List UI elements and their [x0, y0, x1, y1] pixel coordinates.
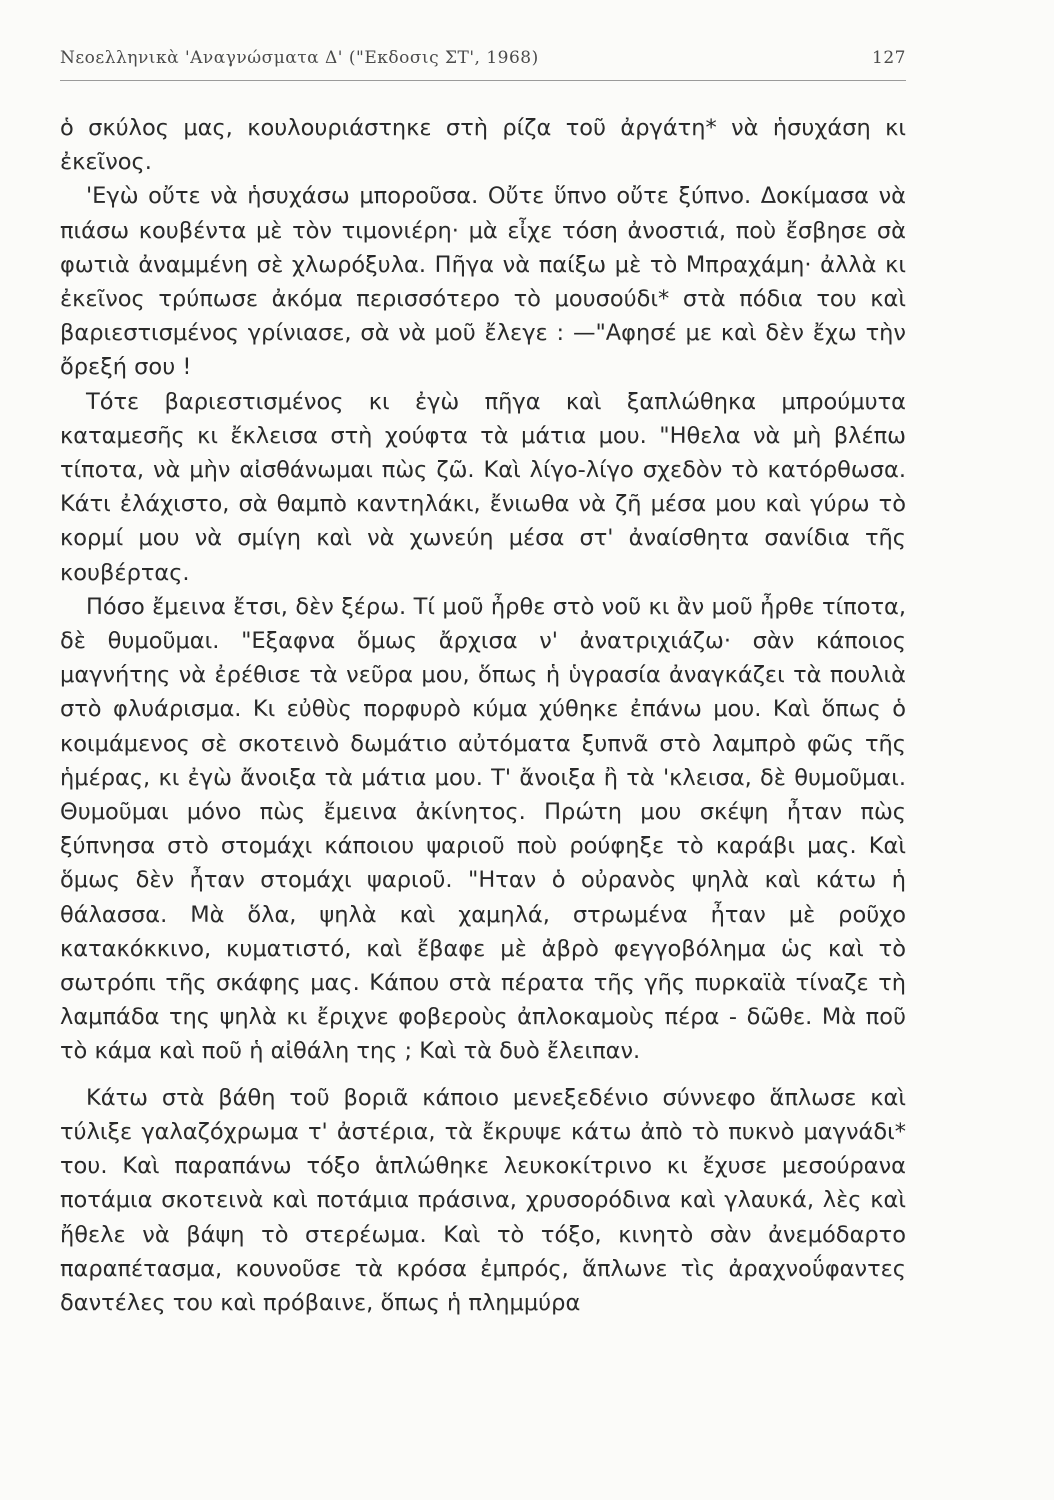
paragraph-1: ὁ σκύλος μας, κουλουριάστηκε στὴ ρίζα τοῦ ἀργάτη* νὰ ἡσυχάση κι ἐκεῖνος. [60, 115, 906, 176]
body-text [60, 111, 906, 1320]
paragraph-2: 'Εγὼ οὔτε νὰ ἡσυχάσω μποροῦσα. Οὔτε ὕπνο οὔτε ξύπνο. Δοκίμασα νὰ πιάσω κουβέντα μὲ τὸν τιμονιέρη· μὰ εἶχε τόση ἀνοστιά, ποὺ ἔσβησε σὰ φωτιὰ ἀναμμένη σὲ χλωρόξυλα. Πῆγα νὰ παίξω μὲ τὸ Μπραχάμη· ἀλλὰ κι ἐκεῖνος τρύπωσε ἀκόμα περισσότερο τὸ μουσούδι* στὰ πόδια του καὶ βαριεστισμένος γρίνιασε, σὰ νὰ μοῦ ἔλεγε : —"Αφησέ με καὶ δὲν ἔχω τὴν ὄρεξή σου ! [60, 183, 906, 381]
paragraph-3: Τότε βαριεστισμένος κι ἐγὼ πῆγα καὶ ξαπλώθηκα μπρούμυτα καταμεσῆς κι ἔκλεισα στὴ χούφτα τὰ μάτια μου. "Ηθελα νὰ μὴ βλέπω τίποτα, νὰ μὴν αἰσθάνωμαι πὼς ζῶ. Καὶ λίγο-λίγο σχεδὸν τὸ κατόρθωσα. Κάτι ἐλάχιστο, σὰ θαμπὸ καντηλάκι, ἔνιωθα νὰ ζῆ μέσα μου καὶ γύρω τὸ κορμί μου νὰ σμίγη καὶ νὰ χωνεύη μέσα στ' ἀναίσθητα σανίδια τῆς κουβέρτας. [60, 388, 906, 586]
page-number: 127 [872, 48, 906, 68]
paragraph-5: Κάτω στὰ βάθη τοῦ βοριᾶ κάποιο μενεξεδένιο σύννεφο ἅπλωσε καὶ τύλιξε γαλαζόχρωμα τ' ἀστέρια, τὰ ἔκρυψε κάτω ἀπὸ τὸ πυκνὸ μαγνάδι* του. Καὶ παραπάνω τόξο ἁπλώθηκε λευκοκίτρινο κι ἔχυσε μεσούρανα ποτάμια σκοτεινὰ καὶ ποτάμια πράσινα, χρυσορόδινα καὶ γλαυκά, λὲς καὶ ἤθελε νὰ βάψη τὸ στερέωμα. Καὶ τὸ τόξο, κινητὸ σὰν ἀνεμόδαρτο παραπέτασμα, κουνοῦσε τὰ κρόσα ἐμπρός, ἅπλωνε τὶς ἀραχνοΰφαντες δαντέλες του καὶ πρόβαινε, ὅπως ἡ πλημμύρα [60, 1084, 906, 1316]
header-rule [60, 80, 906, 81]
running-header [60, 48, 906, 74]
paragraph-4: Πόσο ἔμεινα ἔτσι, δὲν ξέρω. Τί μοῦ ἦρθε στὸ νοῦ κι ἂν μοῦ ἦρθε τίποτα, δὲ θυμοῦμαι. "Εξαφνα ὅμως ἄρχισα ν' ἀνατριχιάζω· σὰν κάποιος μαγνήτης νὰ ἐρέθισε τὰ νεῦρα μου, ὅπως ἡ ὑγρασία ἀναγκάζει τὰ πουλιὰ στὸ φλυάρισμα. Κι εὐθὺς πορφυρὸ κύμα χύθηκε ἐπάνω μου. Καὶ ὅπως ὁ κοιμάμενος σὲ σκοτεινὸ δωμάτιο αὐτόματα ξυπνᾶ στὸ λαμπρὸ φῶς τῆς ἡμέρας, κι ἐγὼ ἄνοιξα τὰ μάτια μου. Τ' ἄνοιξα ἢ τὰ 'κλεισα, δὲ θυμοῦμαι. Θυμοῦμαι μόνο πὼς ἔμεινα ἀκίνητος. Πρώτη μου σκέψη ἦταν πὼς ξύπνησα στὸ στομάχι κάποιου ψαριοῦ ποὺ ρούφηξε τὸ καράβι μας. Καὶ ὅμως δὲν ἦταν στομάχι ψαριοῦ. "Ηταν ὁ οὐρανὸς ψηλὰ καὶ κάτω ἡ θάλασσα. Μὰ ὅλα, ψηλὰ καὶ χαμηλά, στρωμένα ἦταν μὲ ροῦχο κατακόκκινο, κυματιστό, καὶ ἔβαφε μὲ ἀβρὸ φεγγοβόλημα ὡς καὶ τὸ σωτρόπι τῆς σκάφης μας. Κάπου στὰ πέρατα τῆς γῆς πυρκαϊὰ τίναζε τὴ λαμπάδα της ψηλὰ κι ἔριχνε φοβεροὺς ἀπλοκαμοὺς πέρα - δῶθε. Μὰ ποῦ τὸ κάμα καὶ ποῦ ἡ αἰθάλη της ; Καὶ τὰ δυὸ ἔλειπαν. [60, 593, 906, 1065]
running-title: Νεοελληνικὰ 'Αναγνώσματα Δ' ("Εκδοσις ΣΤ', 1968) [60, 48, 539, 68]
